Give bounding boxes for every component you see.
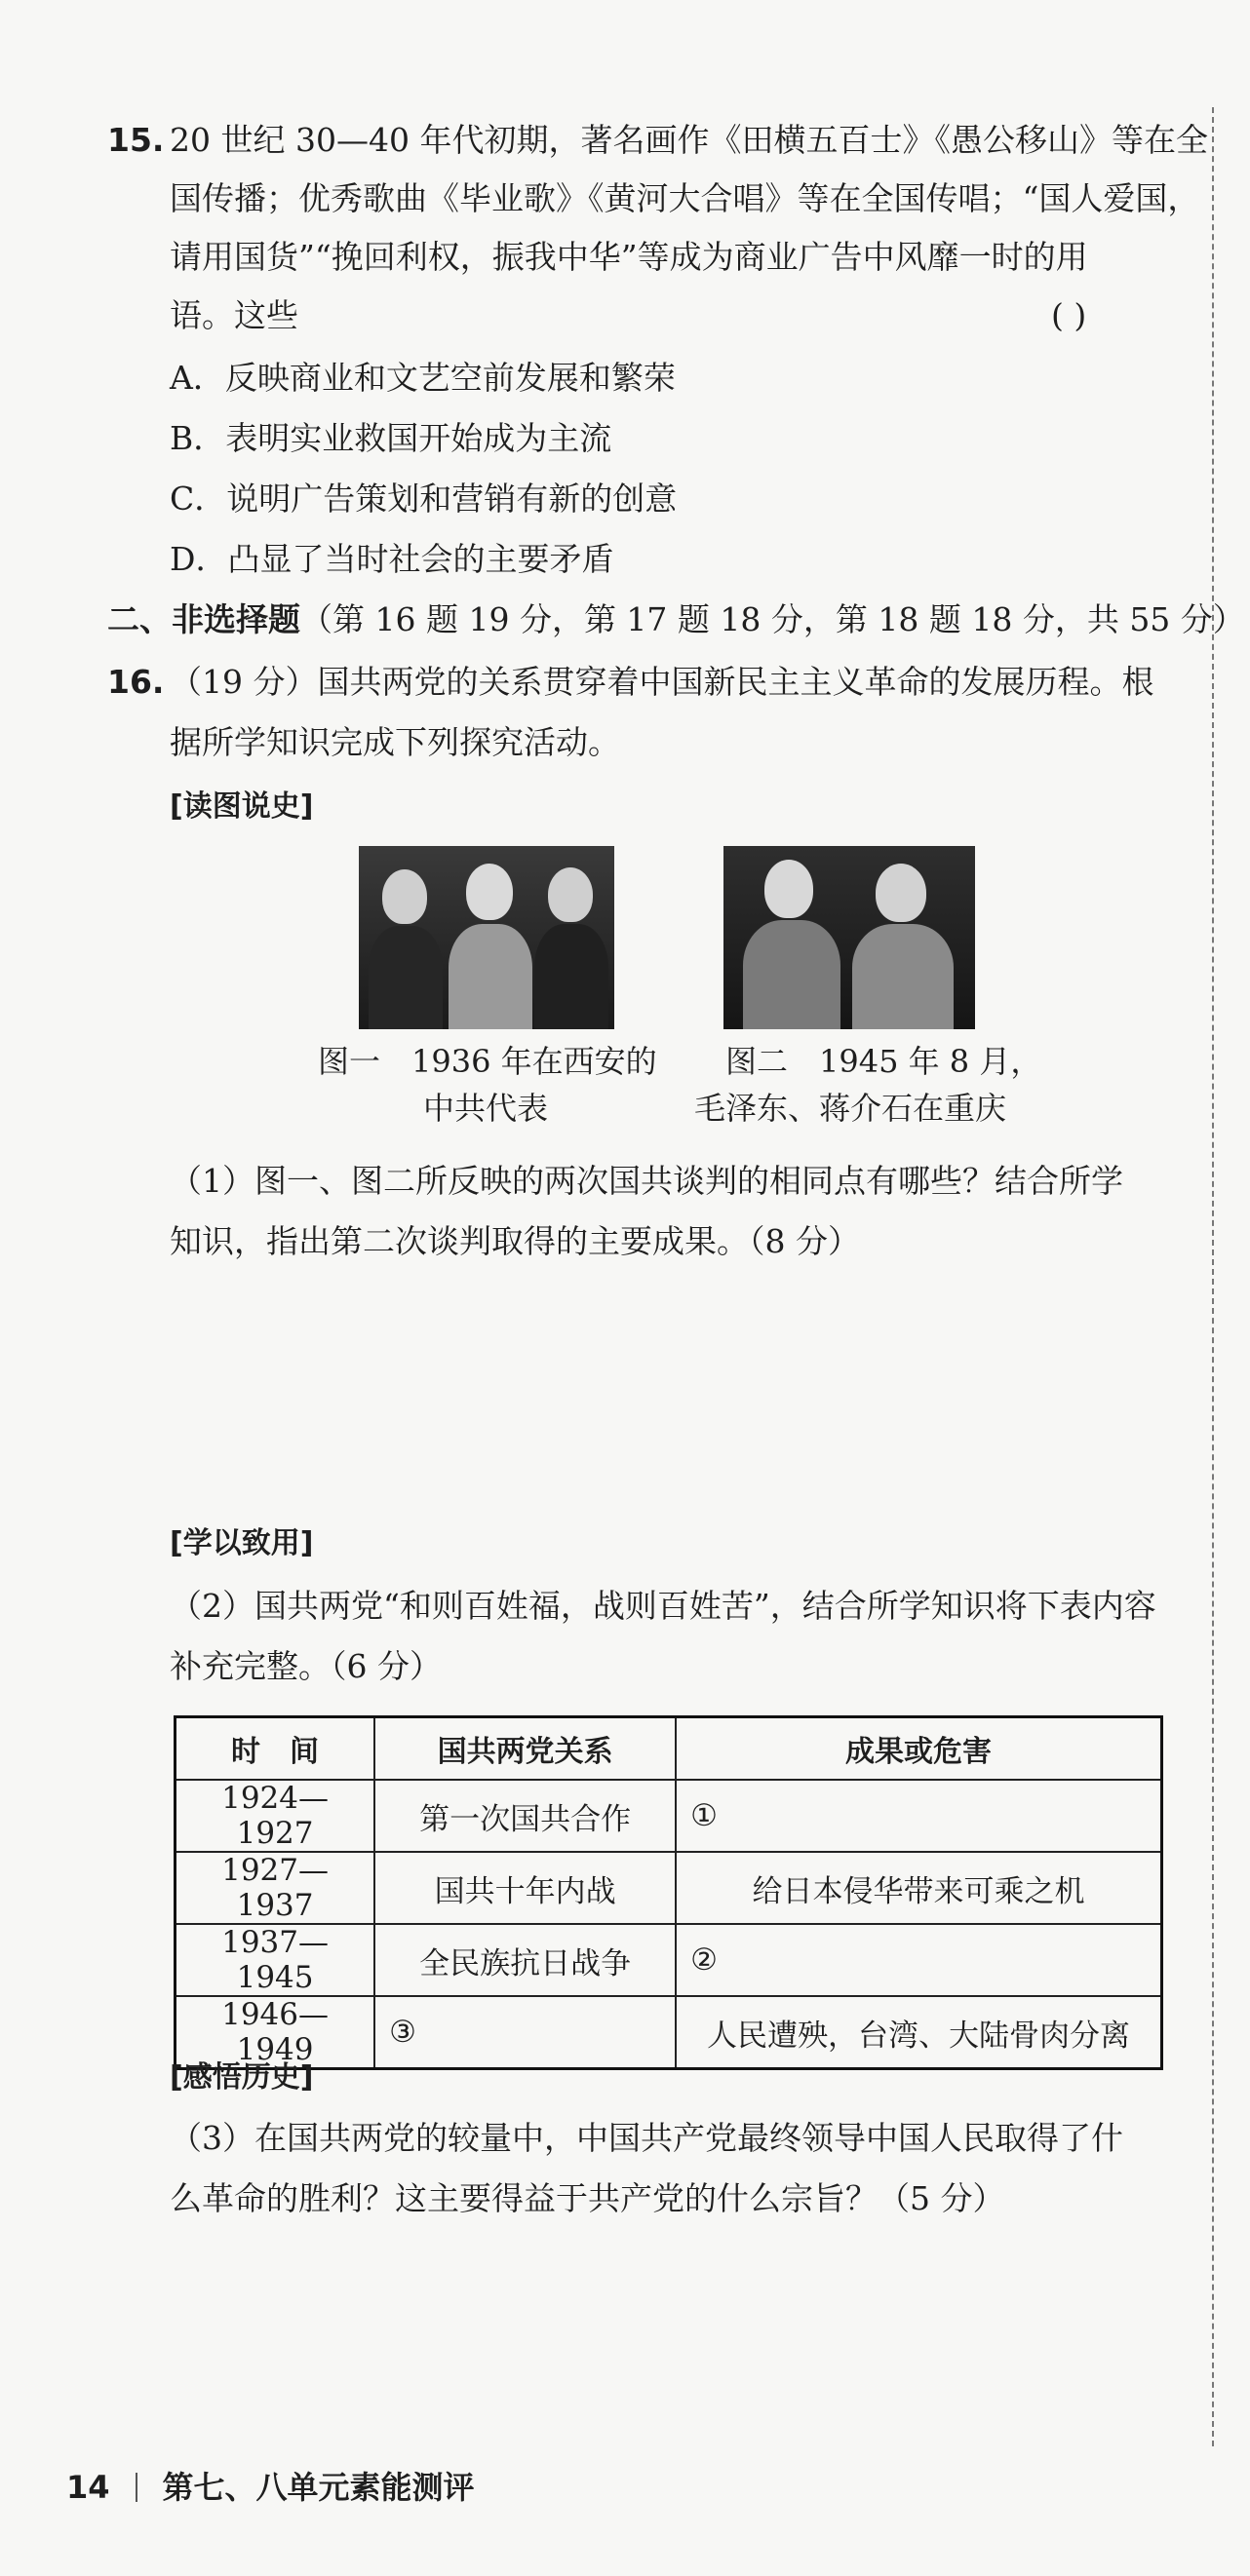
margin-dashed-line	[1212, 107, 1214, 2446]
table-row	[176, 1996, 1162, 2069]
answer-blank-cell[interactable]: ②	[676, 1924, 1161, 1996]
sub-question-1-line: （1）图一、图二所反映的两次国共谈判的相同点有哪些？结合所学	[170, 1162, 1123, 1200]
option-c[interactable]: C．说明广告策划和营销有新的创意	[170, 480, 678, 518]
table-cell: 1946—1949	[176, 1996, 375, 2069]
sub-question-3-line: 么革命的胜利？这主要得益于共产党的什么宗旨？（5 分）	[170, 2179, 1005, 2217]
section-detail: （第 16 题 19 分，第 17 题 18 分，第 18 题 18 分，共 55 分）	[300, 600, 1245, 638]
relations-table	[174, 1715, 1163, 2070]
question-text-line: 据所学知识完成下列探究活动。	[170, 723, 620, 761]
table-cell: 人民遭殃，台湾、大陆骨肉分离	[676, 1996, 1161, 2069]
sub-question-1-line: 知识，指出第二次谈判取得的主要成果。（8 分）	[170, 1222, 860, 1260]
question-number: 15.	[107, 121, 165, 159]
figure-2-photo	[723, 846, 975, 1029]
section-label-feel: [感悟历史]	[170, 2060, 314, 2095]
table-cell: 第一次国共合作	[374, 1780, 676, 1852]
section-heading	[107, 598, 1245, 641]
section-title: 二、非选择题	[107, 600, 300, 638]
sub-question-2-line: （2）国共两党“和则百姓福，战则百姓苦”，结合所学知识将下表内容	[170, 1587, 1156, 1625]
table-row	[176, 1852, 1162, 1924]
answer-blank[interactable]: ( )	[1051, 296, 1087, 334]
page-footer	[66, 2466, 475, 2509]
question-number: 16.	[107, 663, 165, 701]
figure-2-caption-line2: 毛泽东、蒋介石在重庆	[694, 1090, 1007, 1127]
footer-title: 第七、八单元素能测评	[162, 2469, 475, 2506]
question-text-line: 请用国货”“挽回利权，振我中华”等成为商业广告中风靡一时的用	[170, 238, 1088, 276]
table-row	[176, 1924, 1162, 1996]
table-row	[176, 1780, 1162, 1852]
figure-1-caption-line1: 图一 1936 年在西安的	[318, 1043, 657, 1080]
table-cell: 给日本侵华带来可乘之机	[676, 1852, 1161, 1924]
section-label-read: [读图说史]	[170, 789, 314, 824]
section-label-apply: [学以致用]	[170, 1526, 314, 1560]
table-header-cell: 成果或危害	[676, 1717, 1161, 1781]
footer-divider	[136, 2473, 137, 2502]
table-cell: 国共十年内战	[374, 1852, 676, 1924]
figure-1-caption-line2: 中共代表	[423, 1090, 549, 1127]
option-b[interactable]: B．表明实业救国开始成为主流	[170, 419, 612, 457]
sub-question-3-line: （3）在国共两党的较量中，中国共产党最终领导中国人民取得了什	[170, 2119, 1123, 2157]
table-cell: 全民族抗日战争	[374, 1924, 676, 1996]
page-number: 14	[66, 2469, 110, 2506]
table-cell: 1927—1937	[176, 1852, 375, 1924]
table-cell: 1937—1945	[176, 1924, 375, 1996]
question-text-line: （19 分）国共两党的关系贯穿着中国新民主主义革命的发展历程。根	[170, 663, 1154, 701]
option-a[interactable]: A．反映商业和文艺空前发展和繁荣	[170, 359, 676, 397]
table-cell: 1924—1927	[176, 1780, 375, 1852]
table-header-row	[176, 1717, 1162, 1781]
table-header-cell: 国共两党关系	[374, 1717, 676, 1781]
question-text-line: 语。这些	[170, 296, 298, 334]
question-text-line: 20 世纪 30—40 年代初期，著名画作《田横五百士》《愚公移山》等在全	[170, 121, 1208, 159]
question-text-line: 国传播；优秀歌曲《毕业歌》《黄河大合唱》等在全国传唱；“国人爱国，	[170, 179, 1200, 217]
answer-blank-cell[interactable]: ③	[374, 1996, 676, 2069]
option-d[interactable]: D．凸显了当时社会的主要矛盾	[170, 540, 614, 578]
answer-blank-cell[interactable]: ①	[676, 1780, 1161, 1852]
table-header-cell: 时 间	[176, 1717, 375, 1781]
figure-1-photo	[359, 846, 614, 1029]
figure-2-caption-line1: 图二 1945 年 8 月，	[725, 1043, 1042, 1080]
sub-question-2-line: 补充完整。（6 分）	[170, 1647, 442, 1685]
